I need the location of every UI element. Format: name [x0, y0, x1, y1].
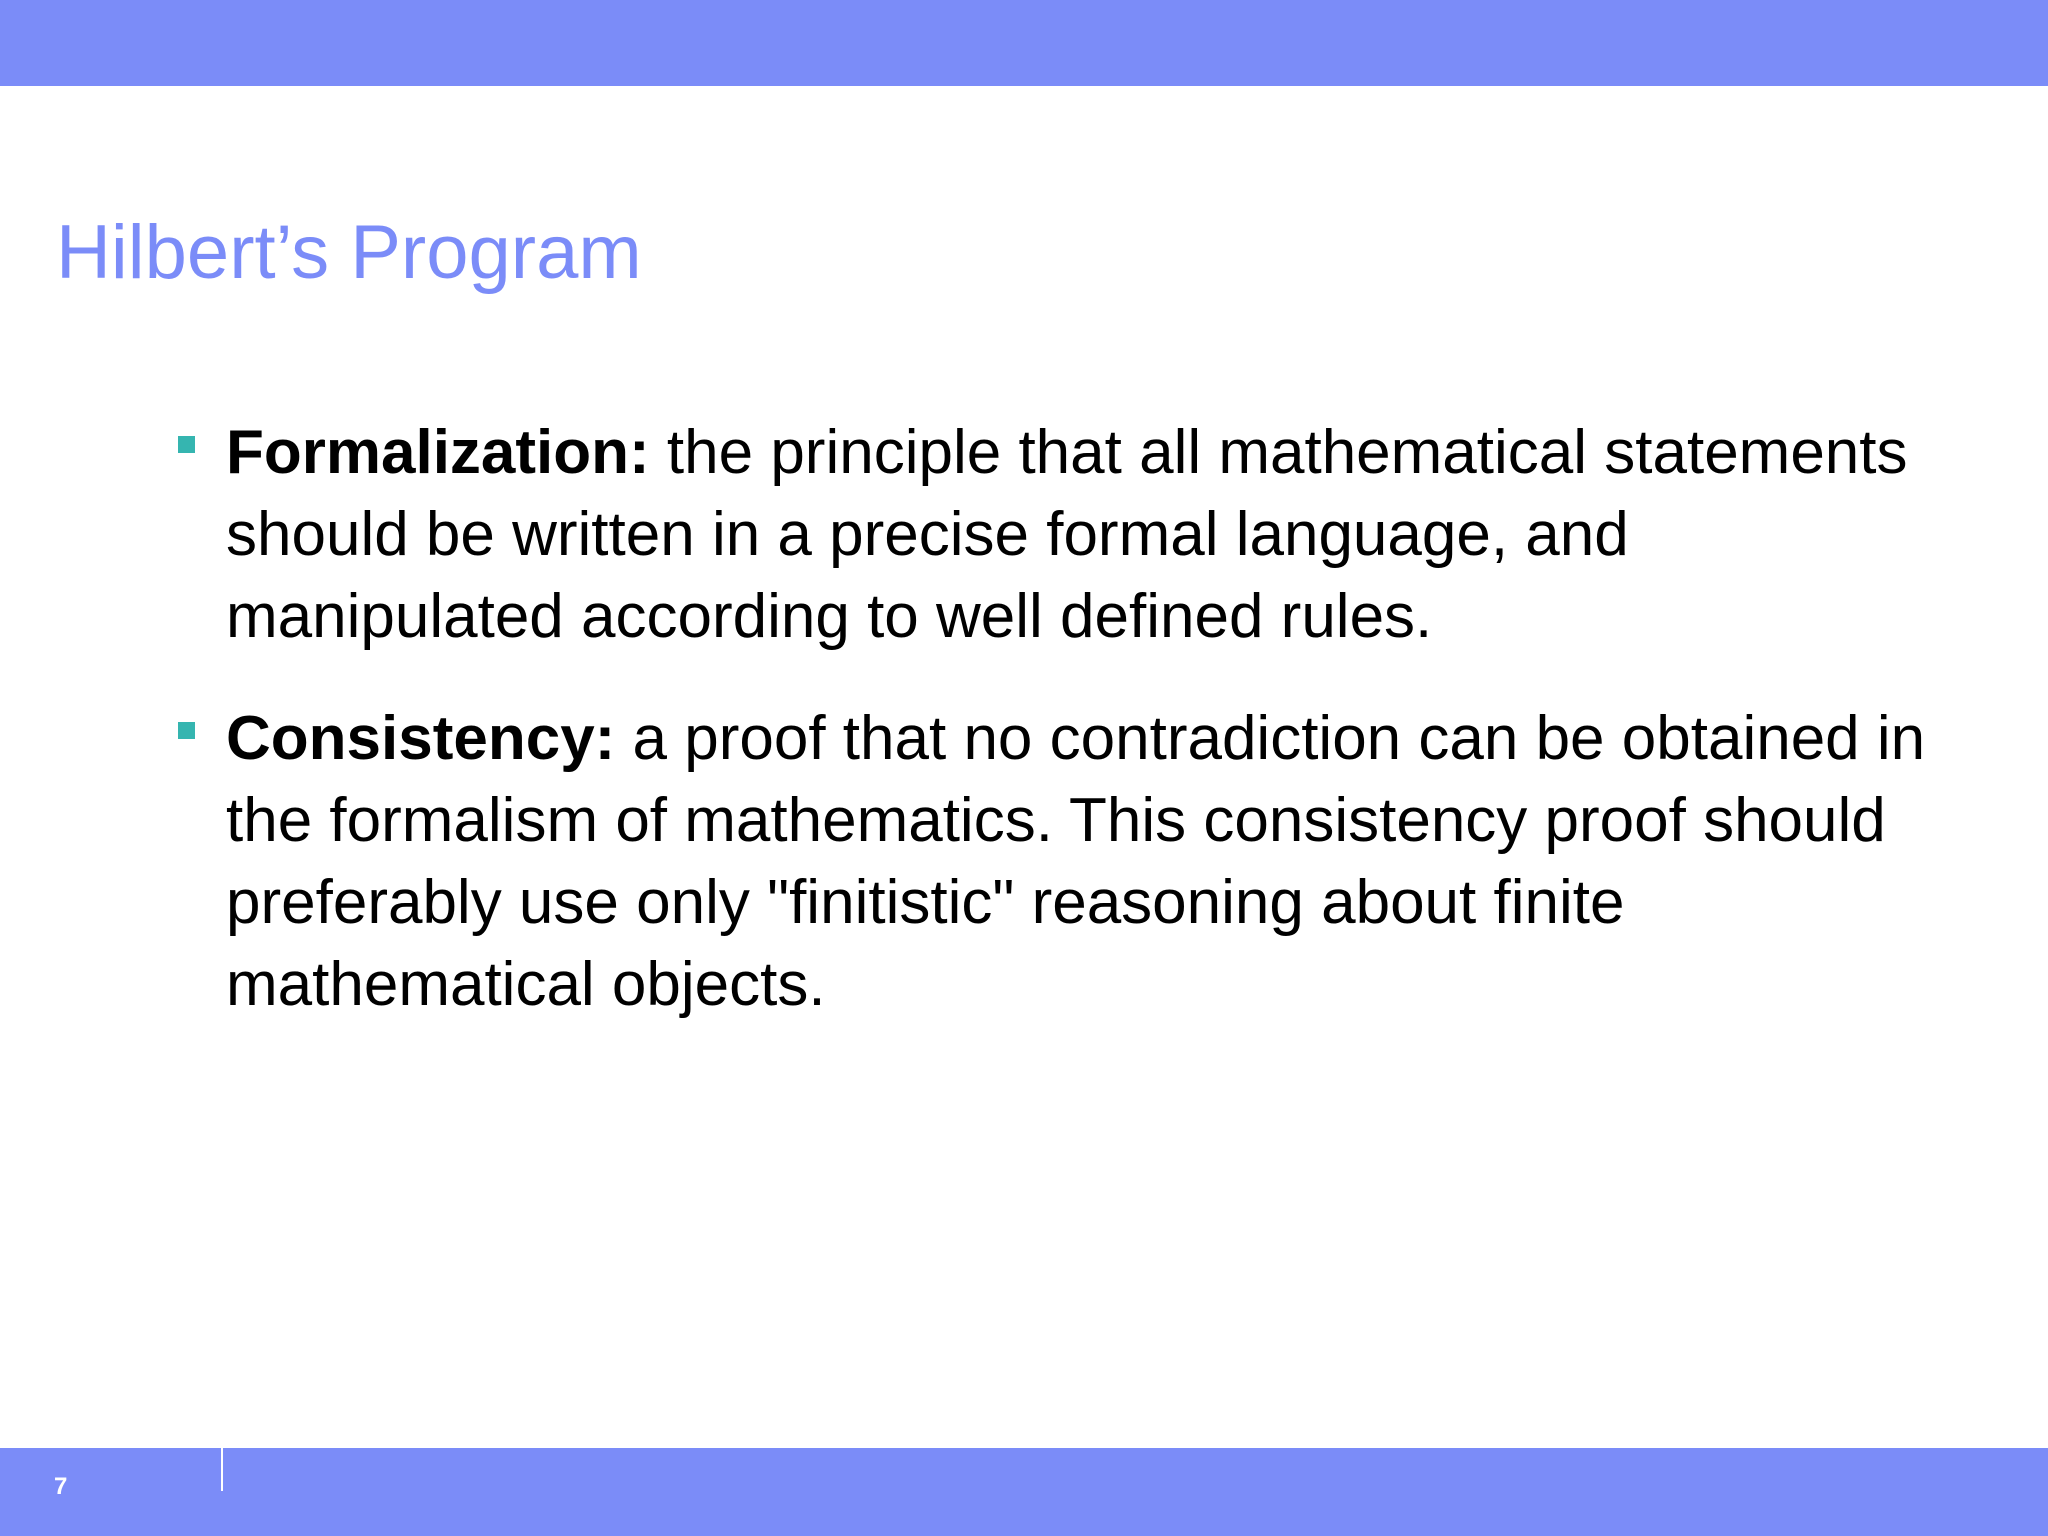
bullet-text: the principle that all mathematical statements should be written in a precise formal language, and manipulated according to well defined rules. — [226, 418, 1908, 651]
footer-divider — [221, 1448, 223, 1491]
page-number: 7 — [54, 1473, 68, 1500]
slide-title: Hilbert’s Program — [56, 210, 642, 295]
bullet-item-consistency — [226, 698, 1926, 1026]
footer-bar — [0, 1448, 2048, 1536]
bullet-text: a proof that no contradiction can be obtained in the formalism of mathematics. This consistency proof should preferably use only "finitistic" reasoning about finite mathematical objects. — [226, 704, 1926, 1019]
square-bullet-icon — [178, 436, 195, 453]
bullet-item-formalization — [226, 412, 1926, 658]
bullet-term: Consistency: — [226, 704, 616, 773]
bullet-list — [226, 412, 1926, 1066]
bullet-term: Formalization: — [226, 418, 650, 487]
square-bullet-icon — [178, 722, 195, 739]
header-bar — [0, 0, 2048, 86]
